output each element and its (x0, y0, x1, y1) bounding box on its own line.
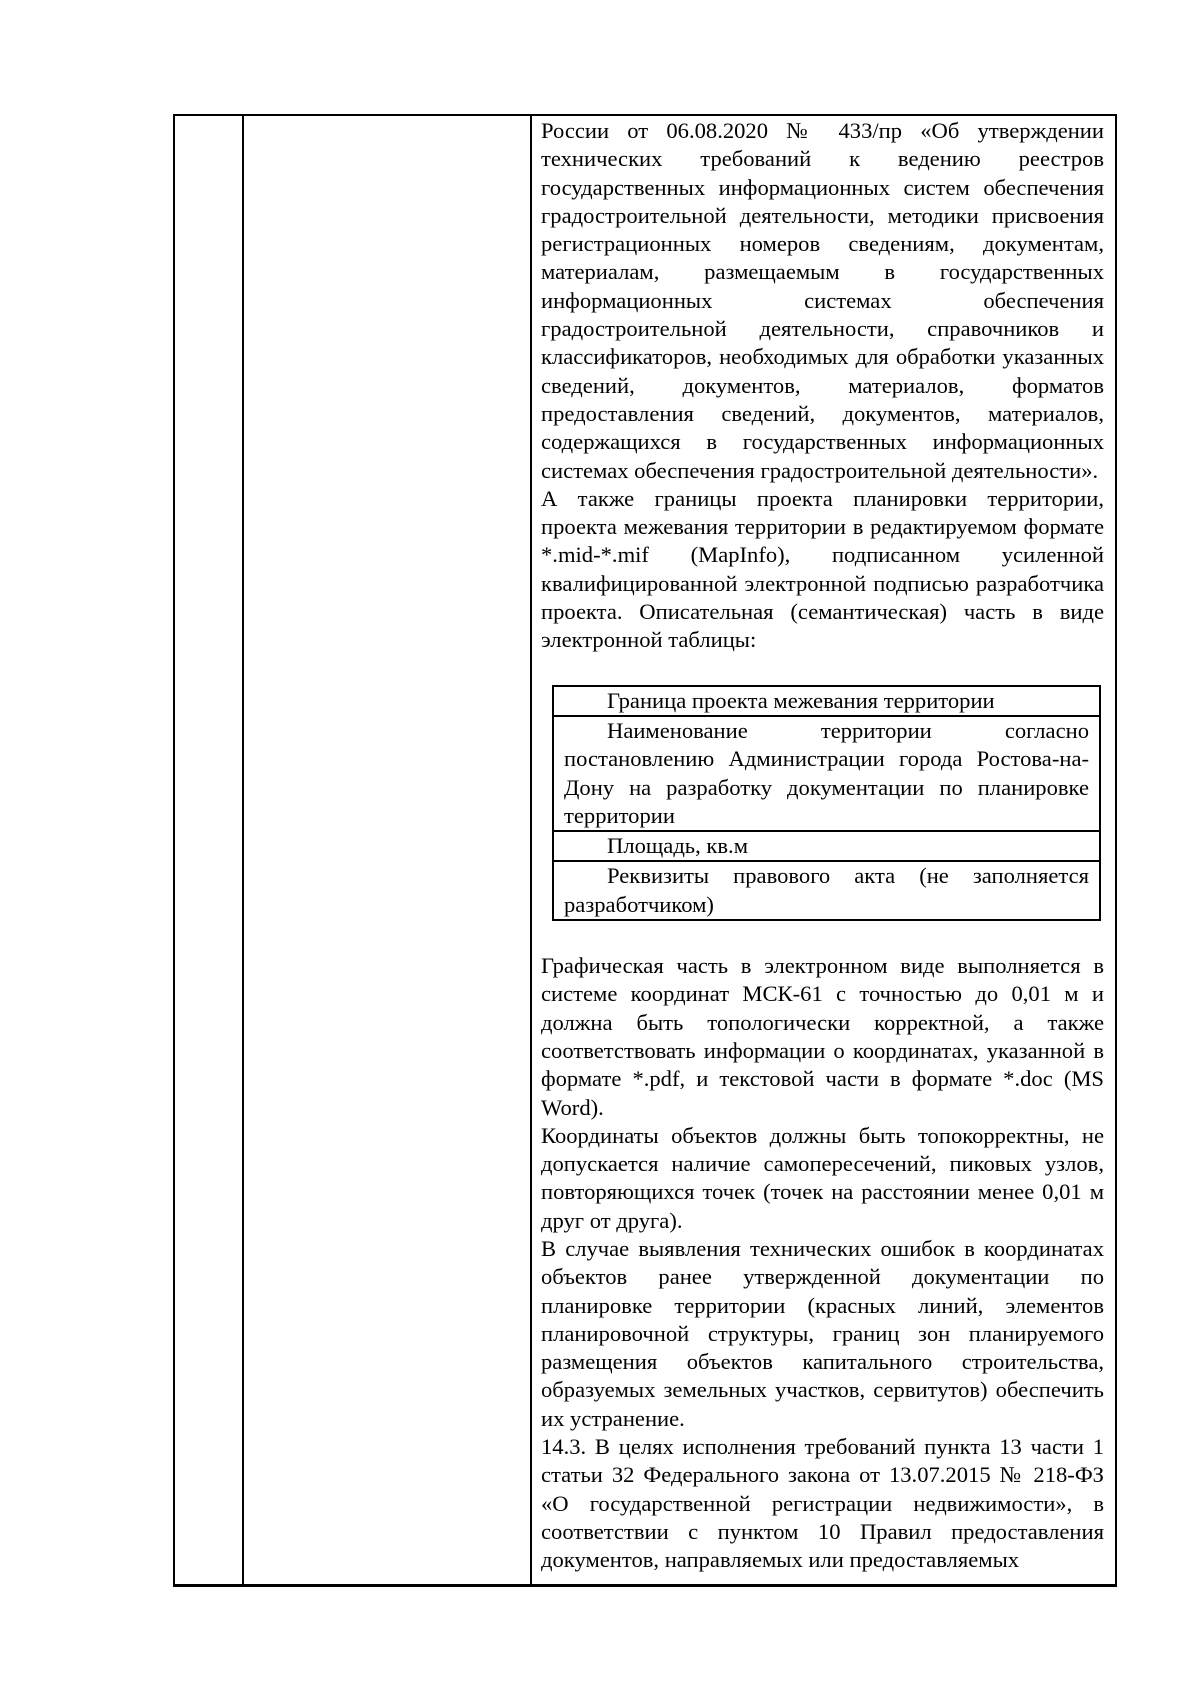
requirements-text (532, 951, 1115, 1575)
spacer (532, 655, 1115, 685)
paragraph: Графическая часть в электронном виде выполняется в системе координат МСК-61 с точностью до 0,01 м и должна быть топологически корректной, а также соответствовать информации о координатах, указанной в формате *.pdf, и текстовой части в формате *.doc (MS Word). (541, 953, 1104, 1120)
spacer (532, 921, 1115, 951)
attribute-row (553, 831, 1100, 861)
name-column-cell (243, 115, 531, 1586)
attribute-cell: Реквизиты правового акта (не заполняется разработчиком) (564, 863, 1089, 917)
table-row (174, 115, 1116, 1586)
attribute-row (553, 716, 1100, 831)
requirements-column-cell (531, 115, 1116, 1586)
paragraph: В случае выявления технических ошибок в координатах объектов ранее утвержденной документации по планировке территории (красных линий, элементов планировочной структуры, границ зон планируемого размещения объектов капитального строительства, образуемых земельных участков, сервитутов) обеспечить их устранение. (541, 1235, 1104, 1431)
requirements-text (532, 116, 1115, 655)
paragraph: А также границы проекта планировки территории, проекта межевания территории в редактируемом формате *.mid-*.mif (MapInfo), подписанном усиленной квалифицированной электронной подписью разработчика проекта. Описательная (семантическая) часть в виде электронной таблицы: (541, 485, 1104, 653)
paragraph: 14.3. В целях исполнения требований пункта 13 части 1 статьи 32 Федерального закона от 13.07.2015 № 218-ФЗ «О государственной регистрации недвижимости», в соответствии с пунктом 10 Правил предоставления документов, направляемых или предоставляемых (541, 1434, 1104, 1573)
attribute-cell: Площадь, кв.м (607, 833, 749, 859)
number-column-cell (174, 115, 243, 1586)
paragraph: Координаты объектов должны быть топокорректны, не допускается наличие самопересечений, пиковых узлов, повторяющихся точек (точек на расстоянии менее 0,01 м друг от друга). (541, 1122, 1104, 1233)
attribute-row (553, 686, 1100, 716)
attribute-row (553, 861, 1100, 920)
attribute-cell: Граница проекта межевания территории (607, 687, 995, 713)
attribute-cell: Наименование территории согласно постановлению Администрации города Ростова-на-Дону на разработку документации по планировке территории (564, 717, 1089, 828)
attribute-table (552, 685, 1101, 921)
paragraph: России от 06.08.2020 № 433/пр «Об утверждении технических требований к ведению реестров государственных информационных систем обеспечения градостроительной деятельности, методики присвоения регистрационных номеров сведениям, документам, материалам, размещаемым в государственных информационных системах обеспечения градостроительной деятельности, справочников и классификаторов, необходимых для обработки указанных сведений, документов, материалов, форматов предоставления сведений, документов, материалов, содержащихся в государственных информационных системах обеспечения градостроительной деятельности». (541, 118, 1104, 483)
main-table (173, 114, 1117, 1587)
